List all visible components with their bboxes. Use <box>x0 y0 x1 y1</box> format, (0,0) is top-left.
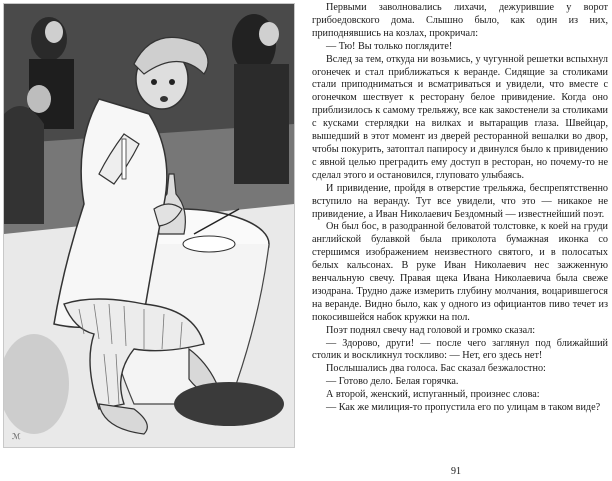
paragraph-11: — Как же милиция-то пропустила его по улицам в таком виде? <box>326 402 601 414</box>
paragraph-5: Он был бос, в разодранной беловатой толстовке, к коей на груди английской булавкой была приколота бумажная иконка со стершимся изображением неизвестного святого, и в полосатых белых кальсонах. В руке Иван Николаевич нес зажженную венчальную свечу. Правая щека Ивана Николаевича была свеже изодрана. Трудно даже измерить глубину молчания, воцарившегося на веранде. Видно было, как у одного из официантов пиво течет из покосившейся набок кружки на пол. <box>312 221 608 323</box>
svg-text:ℳ: ℳ <box>12 432 21 441</box>
illustration-drawing <box>4 4 294 447</box>
paragraph-1: Первыми заволновались лихачи, дежурившие у ворот грибоедовского дома. Слышно было, как один из них, приподнявшись на козлах, прокричал: <box>312 2 608 39</box>
paragraph-7: — Здорово, други! — после чего заглянул под ближайший столик и воскликнул тоскливо: — Нет, его здесь нет! <box>312 337 608 362</box>
paragraph-4: И привидение, пройдя в отверстие трельяжа, беспрепятственно вступило на веранду. Тут все увидели, что это — никакое не привидение, а Иван Николаевич Бездомный — известнейший поэт. <box>312 182 608 220</box>
paragraph-10: А второй, женский, испуганный, произнес слова: <box>326 389 540 401</box>
paragraph-8: Послышались два голоса. Бас сказал безжалостно: <box>326 363 546 375</box>
paragraph-3: Вслед за тем, откуда ни возьмись, у чугунной решетки вспыхнул огонечек и стал приближаться к веранде. Сидящие за столиками стали приподниматься и всматриваться и увидели, что вместе с огонечком шествует к ресторану белое привидение. Когда оно приблизилось к самому трельяжу, все как закостенели за столиками с кусками стерлядки на вилках и вытаращив глаза. Швейцар, вышедший в этот момент из дверей ресторанной вешалки во двор, чтобы покурить, затоптал папиросу и двинулся было к привидению с явной целью преградить ему доступ в ресторан, но почему-то не сделал этого и остановился, глуповато улыбаясь. <box>312 53 608 181</box>
paragraph-9: — Готово дело. Белая горячка. <box>326 376 459 388</box>
text-column <box>312 2 608 415</box>
illustration <box>3 3 295 448</box>
page-number: 91 <box>451 466 461 477</box>
paragraph-6: Поэт поднял свечу над головой и громко сказал: <box>326 324 536 336</box>
paragraph-2: — Тю! Вы только поглядите! <box>326 40 453 52</box>
